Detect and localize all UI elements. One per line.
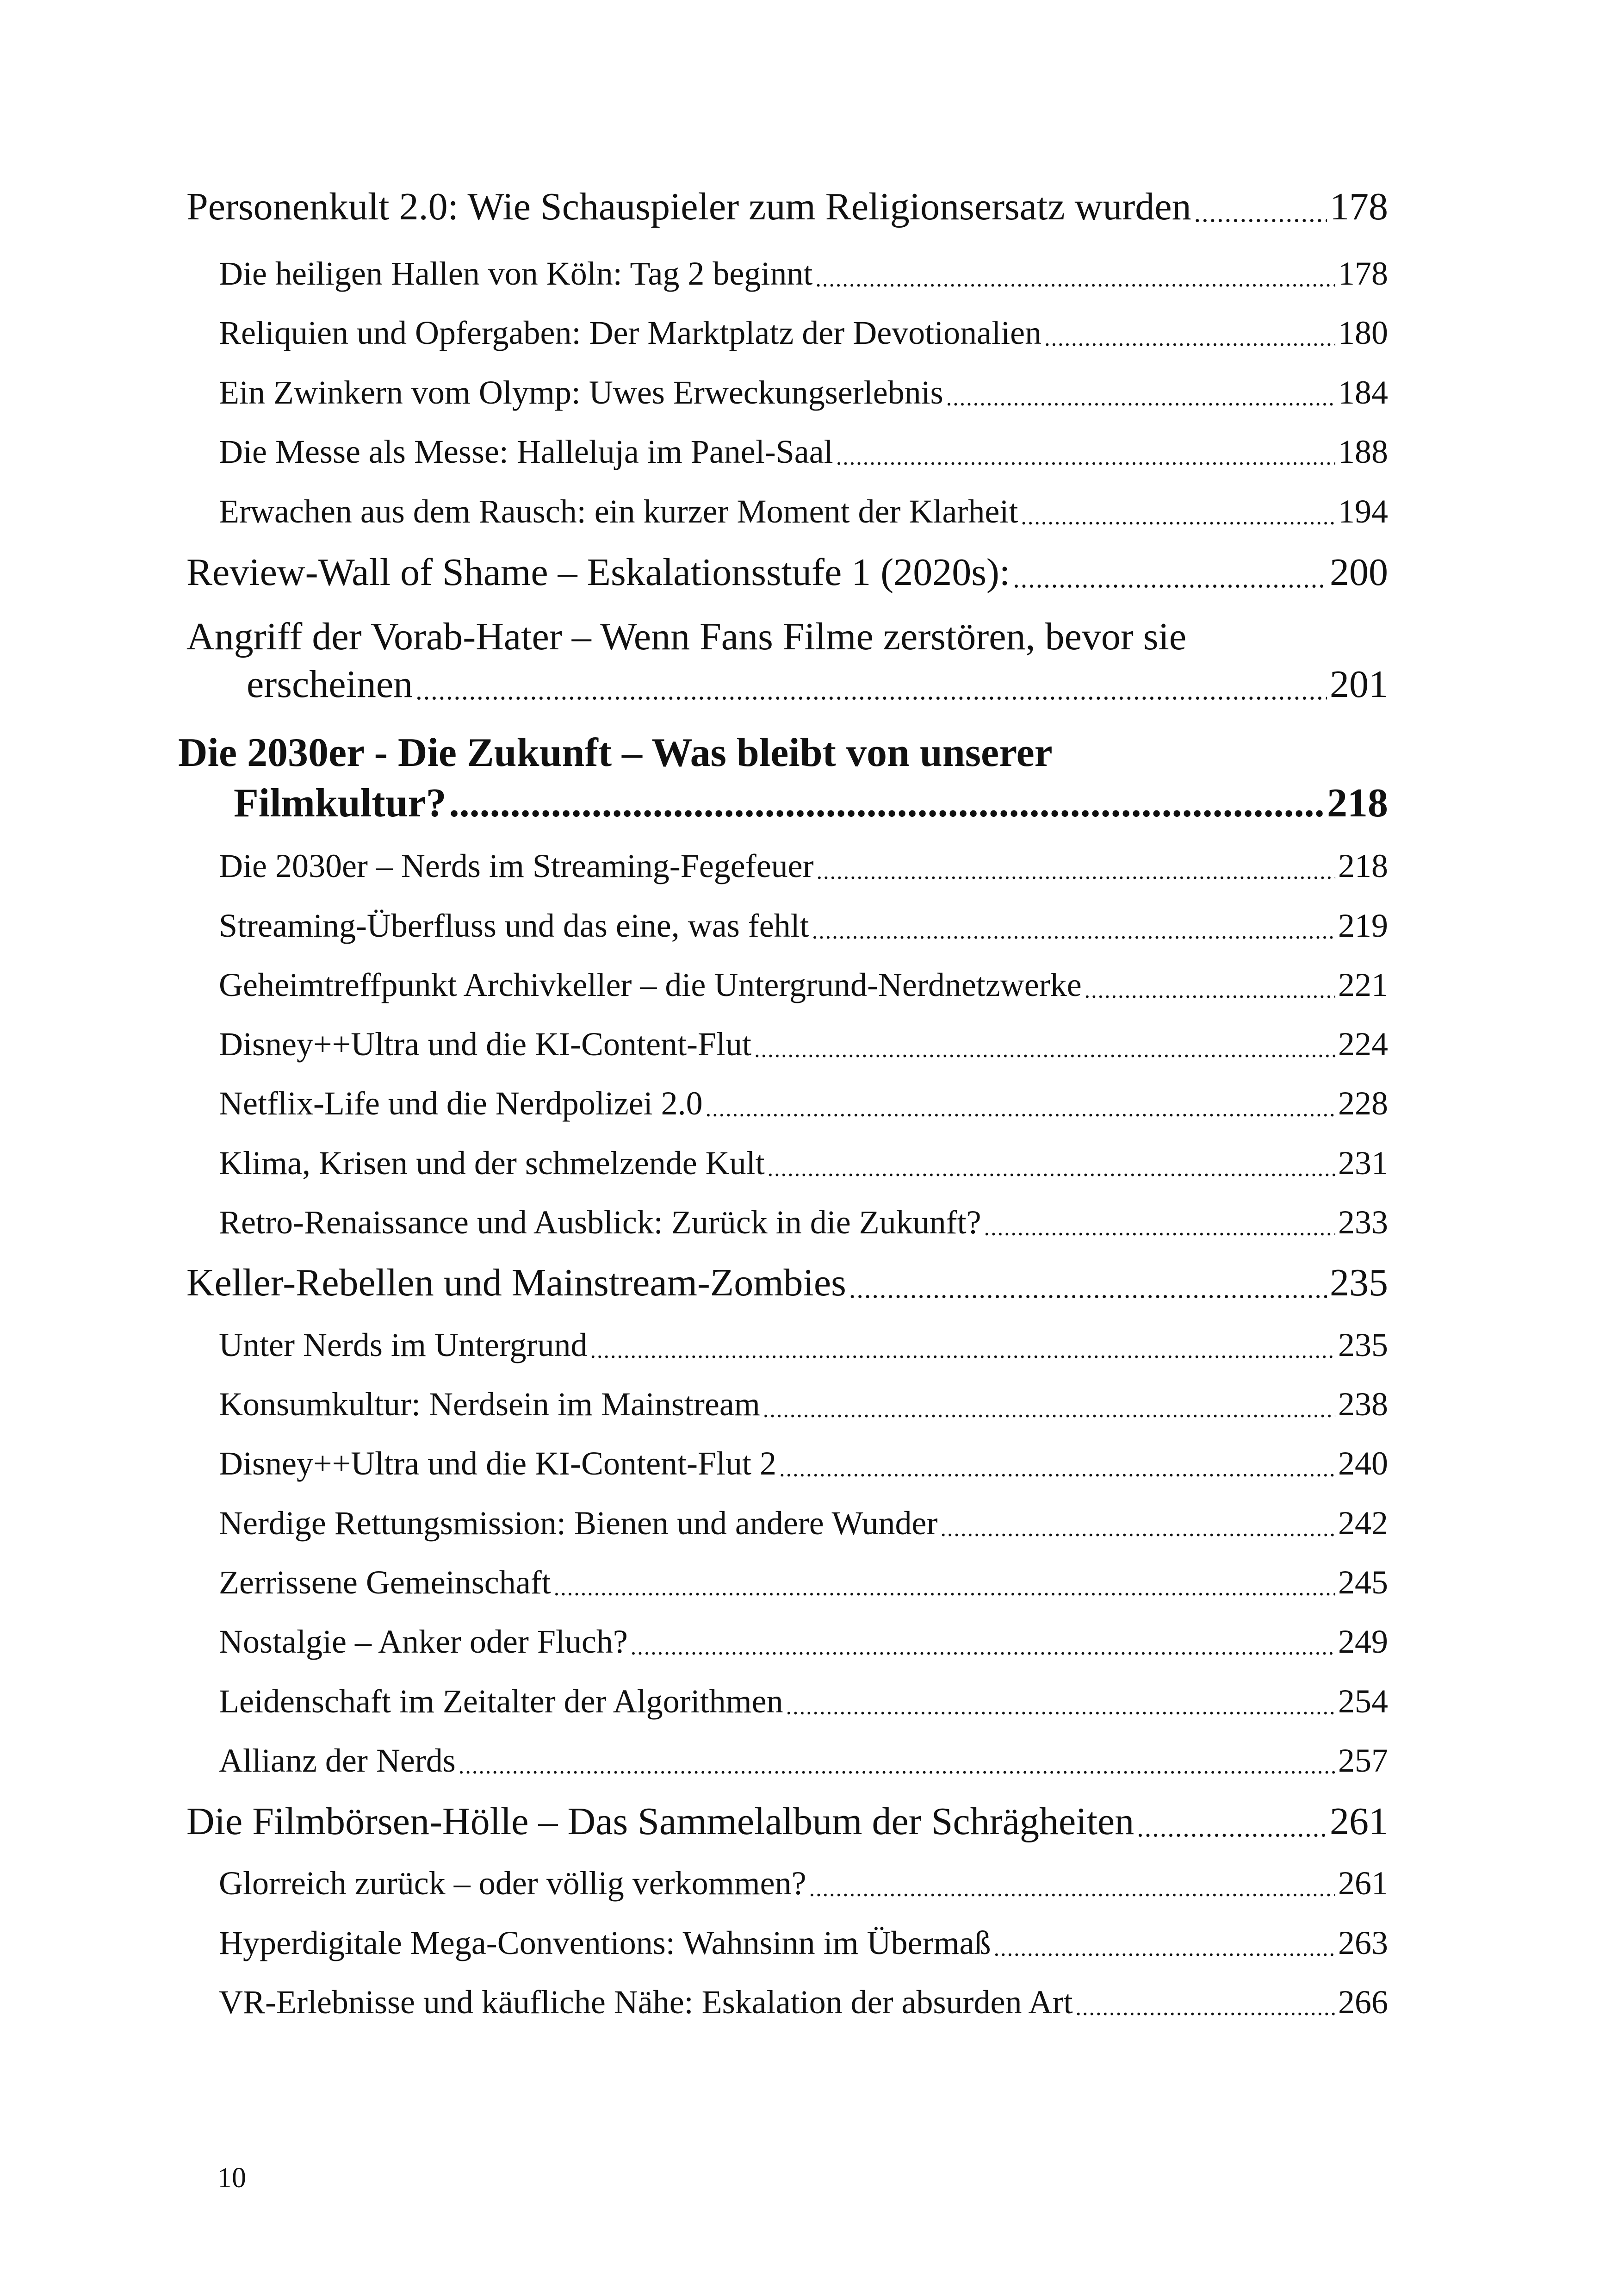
toc-entry-section — [219, 1926, 1388, 1960]
toc-page-number: 231 — [1338, 1145, 1388, 1182]
toc-entry-section — [219, 257, 1388, 290]
toc-entry-section — [219, 1744, 1388, 1777]
toc-page-number: 238 — [1338, 1386, 1388, 1423]
toc-entry-title: Netflix-Life und die Nerdpolizei 2.0 — [219, 1085, 703, 1122]
toc-entry-section — [219, 1328, 1388, 1362]
toc-leader-dots — [754, 1038, 1335, 1061]
toc-leader-dots — [946, 386, 1335, 409]
toc-page-number: 240 — [1338, 1445, 1388, 1482]
toc-entry-chapter — [186, 1802, 1388, 1841]
toc-leader-dots — [1085, 978, 1335, 1002]
toc-leader-dots — [1013, 565, 1327, 592]
toc-leader-dots — [1194, 199, 1327, 226]
toc-entry-section — [219, 1985, 1388, 2019]
toc-entry-section — [219, 1625, 1388, 1658]
toc-entry-title: Die 2030er – Nerds im Streaming-Fegefeuer — [219, 847, 814, 884]
toc-entry-title: Review-Wall of Shame – Eskalationsstufe 1 (2020s): — [186, 551, 1010, 594]
toc-page-number: 200 — [1330, 551, 1388, 594]
toc-leader-dots — [849, 1276, 1327, 1302]
toc-leader-dots — [786, 1695, 1335, 1718]
toc-entry-title: Zerrissene Gemeinschaft — [219, 1564, 551, 1601]
toc-page-number: 194 — [1338, 493, 1388, 530]
toc-leader-dots — [812, 919, 1335, 942]
toc-part-title-line2: Filmkultur? — [234, 781, 446, 826]
toc-entry-title: Geheimtreffpunkt Archivkeller – die Untergrund-Nerdnetzwerke — [219, 966, 1082, 1003]
toc-entry-section — [219, 1566, 1388, 1599]
toc-entry-section — [219, 968, 1388, 1002]
toc-page-number: 245 — [1338, 1564, 1388, 1601]
toc-leader-dots — [815, 267, 1335, 290]
toc-page-number: 219 — [1338, 907, 1388, 944]
toc-entry-title: Disney++Ultra und die KI-Content-Flut — [219, 1026, 752, 1063]
toc-entry-section — [219, 1867, 1388, 1900]
toc-page-number: 249 — [1338, 1623, 1388, 1660]
toc-entry-chapter — [186, 553, 1388, 592]
toc-leader-dots — [1021, 505, 1335, 528]
toc-entry-title: Unter Nerds im Untergrund — [219, 1326, 588, 1363]
toc-entry-title: Reliquien und Opfergaben: Der Marktplatz der Devotionalien — [219, 314, 1042, 351]
toc-entry-title: Die heiligen Hallen von Köln: Tag 2 beginnt — [219, 255, 813, 292]
toc-page-number: 254 — [1338, 1683, 1388, 1720]
toc-entry-section — [219, 1447, 1388, 1480]
page-number-footer: 10 — [217, 2162, 246, 2194]
toc-entry-section — [219, 435, 1388, 468]
toc-entry-title: Nostalgie – Anker oder Fluch? — [219, 1623, 628, 1660]
toc-entry-title: Disney++Ultra und die KI-Content-Flut 2 — [219, 1445, 777, 1482]
toc-leader-dots — [590, 1338, 1336, 1362]
toc-page-number: 228 — [1338, 1085, 1388, 1122]
toc-entry-title: Glorreich zurück – oder völlig verkommen? — [219, 1865, 806, 1902]
toc-entry-title: Keller-Rebellen und Mainstream-Zombies — [186, 1261, 846, 1304]
toc-page-number: 178 — [1338, 255, 1388, 292]
toc-entry-title: Nerdige Rettungsmission: Bienen und andere Wunder — [219, 1505, 938, 1542]
toc-page-number: 235 — [1338, 1326, 1388, 1363]
toc-entry-title: VR-Erlebnisse und käufliche Nähe: Eskalation der absurden Art — [219, 1984, 1073, 2021]
toc-page-number: 180 — [1338, 314, 1388, 351]
toc-leader-dots — [706, 1097, 1335, 1120]
toc-page-number: 201 — [1330, 663, 1388, 706]
toc-page-number: 218 — [1327, 781, 1388, 826]
toc-leader-dots — [779, 1457, 1335, 1480]
toc-leader-dots — [994, 1936, 1335, 1960]
toc-entry-section — [219, 1087, 1388, 1120]
toc-leader-dots — [940, 1517, 1335, 1540]
toc-page-number: 188 — [1338, 433, 1388, 470]
toc-leader-dots — [415, 677, 1327, 704]
toc-entry-section — [219, 316, 1388, 349]
toc-part-title-line1: Die 2030er - Die Zukunft – Was bleibt von unserer — [178, 730, 1053, 775]
toc-leader-dots — [449, 783, 1324, 824]
toc-entry-title: Erwachen aus dem Rausch: ein kurzer Moment der Klarheit — [219, 493, 1018, 530]
toc-entry-section — [219, 1685, 1388, 1718]
toc-entry-section — [219, 1146, 1388, 1180]
toc-leader-dots — [817, 859, 1335, 883]
toc-entry-title: Streaming-Überfluss und das eine, was fehlt — [219, 907, 809, 944]
toc-leader-dots — [554, 1576, 1335, 1599]
toc-leader-dots — [1137, 1814, 1327, 1841]
toc-entry-section — [219, 1506, 1388, 1540]
toc-entry-title-line1: Angriff der Vorab-Hater – Wenn Fans Filme zerstören, bevor sie — [186, 615, 1187, 658]
toc-entry-title: Klima, Krisen und der schmelzende Kult — [219, 1145, 765, 1182]
toc-entry-title: Allianz der Nerds — [219, 1742, 456, 1779]
toc-entry-title-line2: erscheinen — [247, 663, 413, 706]
toc-leader-dots — [1044, 326, 1335, 349]
toc-page-number: 266 — [1338, 1984, 1388, 2021]
toc-entry-section — [219, 1388, 1388, 1421]
toc-page-number: 257 — [1338, 1742, 1388, 1779]
toc-page-number: 261 — [1330, 1800, 1388, 1843]
toc-entry-title: Die Messe als Messe: Halleluja im Panel-Saal — [219, 433, 833, 470]
toc-entry-chapter — [186, 187, 1388, 226]
toc-entry-title: Hyperdigitale Mega-Conventions: Wahnsinn im Übermaß — [219, 1924, 991, 1961]
toc-leader-dots — [1075, 1996, 1335, 2019]
toc-entry-section — [219, 1027, 1388, 1061]
toc-entry-section — [219, 849, 1388, 883]
toc-leader-dots — [809, 1877, 1335, 1900]
toc-leader-dots — [459, 1754, 1335, 1777]
toc-entry-title: Ein Zwinkern vom Olymp: Uwes Erweckungserlebnis — [219, 374, 943, 411]
toc-page-number: 178 — [1330, 185, 1388, 228]
toc-entry-chapter — [186, 1263, 1388, 1302]
toc-leader-dots — [836, 445, 1335, 468]
toc-page-number: 235 — [1330, 1261, 1388, 1304]
toc-page-number: 263 — [1338, 1924, 1388, 1961]
toc-entry-title: Personenkult 2.0: Wie Schauspieler zum Religionsersatz wurden — [186, 185, 1191, 228]
toc-leader-dots — [984, 1216, 1335, 1239]
toc-entry-section — [219, 376, 1388, 409]
toc-page-number: 218 — [1338, 847, 1388, 884]
toc-entry-part — [234, 783, 1388, 824]
toc-page-number: 184 — [1338, 374, 1388, 411]
toc-page-number: 242 — [1338, 1505, 1388, 1542]
toc-page-number: 224 — [1338, 1026, 1388, 1063]
toc-entry-section — [219, 1206, 1388, 1239]
toc-leader-dots — [631, 1635, 1335, 1658]
toc-leader-dots — [763, 1398, 1335, 1421]
toc-entry-title: Konsumkultur: Nerdsein im Mainstream — [219, 1386, 760, 1423]
toc-entry-title: Leidenschaft im Zeitalter der Algorithmen — [219, 1683, 783, 1720]
toc-leader-dots — [768, 1157, 1335, 1180]
toc-entry-title: Die Filmbörsen-Hölle – Das Sammelalbum der Schrägheiten — [186, 1800, 1134, 1843]
toc-page-number: 221 — [1338, 966, 1388, 1003]
toc-page-number: 261 — [1338, 1865, 1388, 1902]
toc-entry-section — [219, 909, 1388, 942]
toc-entry-chapter — [247, 665, 1388, 704]
toc-entry-section — [219, 495, 1388, 528]
toc-page-number: 233 — [1338, 1204, 1388, 1241]
toc-entry-title: Retro-Renaissance und Ausblick: Zurück in die Zukunft? — [219, 1204, 981, 1241]
